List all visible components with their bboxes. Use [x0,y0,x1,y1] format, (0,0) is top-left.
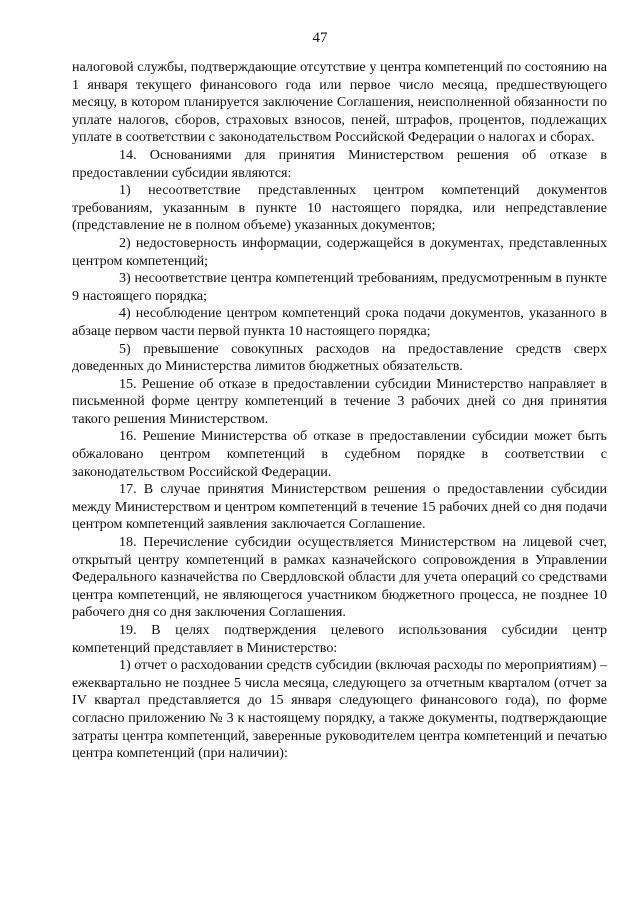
paragraph-16: 16. Решение Министерства об отказе в предоставлении субсидии может быть обжаловано центром компетенций в судебном порядке в соответствии с законодательством Российской Федерации. [72,428,607,480]
paragraph-continuation: налоговой службы, подтверждающие отсутствие у центра компетенций по состоянию на 1 января текущего финансового года или первое число месяца, предшествующего месяцу, в котором планируется заключение Соглашения, неисполненной обязанности по уплате налогов, сборов, страховых взносов, пеней, штрафов, процентов, подлежащих уплате в соответствии с законодательством Российской Федерации о налогах и сборах. [72,59,607,146]
paragraph-14-item-3: 3) несоответствие центра компетенций требованиям, предусмотренным в пункте 9 настоящего порядка; [72,270,607,304]
paragraph-14: 14. Основаниями для принятия Министерством решения об отказе в предоставлении субсидии являются: [72,146,607,181]
paragraph-17: 17. В случае принятия Министерством решения о предоставлении субсидии между Министерством и центром компетенций в течение 15 рабочих дней со дня подачи центром компетенций заявления заключается Соглашение. [72,481,607,533]
document-body [72,59,607,763]
paragraph-15: 15. Решение об отказе в предоставлении субсидии Министерство направляет в письменной форме центру компетенций в течение 3 рабочих дней со дня принятия такого решения Министерством. [72,375,607,427]
paragraph-14-item-2: 2) недостоверность информации, содержащейся в документах, представленных центром компетенций; [72,234,607,269]
paragraph-18: 18. Перечисление субсидии осуществляется Министерством на лицевой счет, открытый центру компетенций в рамках казначейского сопровождения в Управлении Федерального казначейства по Свердловской области для учета операций со средствами центра компетенций, не являющегося участником бюджетного процесса, не позднее 10 рабочего дня со дня заключения Соглашения. [72,534,607,621]
paragraph-19-item-1: 1) отчет о расходовании средств субсидии (включая расходы по мероприятиям) – ежеквартально не позднее 5 числа месяца, следующего за отчетным кварталом (отчет за IV квартал представляется до 15 января следующего финансового года), по форме согласно приложению № 3 к настоящему порядку, а также документы, подтверждающие затраты центра компетенций, заверенные руководителем центра компетенций и печатью центра компетенций (при наличии): [72,657,607,762]
paragraph-14-item-1: 1) несоответствие представленных центром компетенций документов требованиям, указанным в пункте 10 настоящего порядка, или непредставление (представление не в полном объеме) указанных документов; [72,182,607,234]
page-number: 47 [312,30,328,46]
paragraph-14-item-4: 4) несоблюдение центром компетенций срока подачи документов, указанного в абзаце первом части первой пункта 10 настоящего порядка; [72,305,607,339]
paragraph-14-item-5: 5) превышение совокупных расходов на предоставление средств сверх доведенных до Министерства лимитов бюджетных обязательств. [72,340,607,375]
paragraph-19: 19. В целях подтверждения целевого использования субсидии центр компетенций представляет в Министерство: [72,622,607,656]
